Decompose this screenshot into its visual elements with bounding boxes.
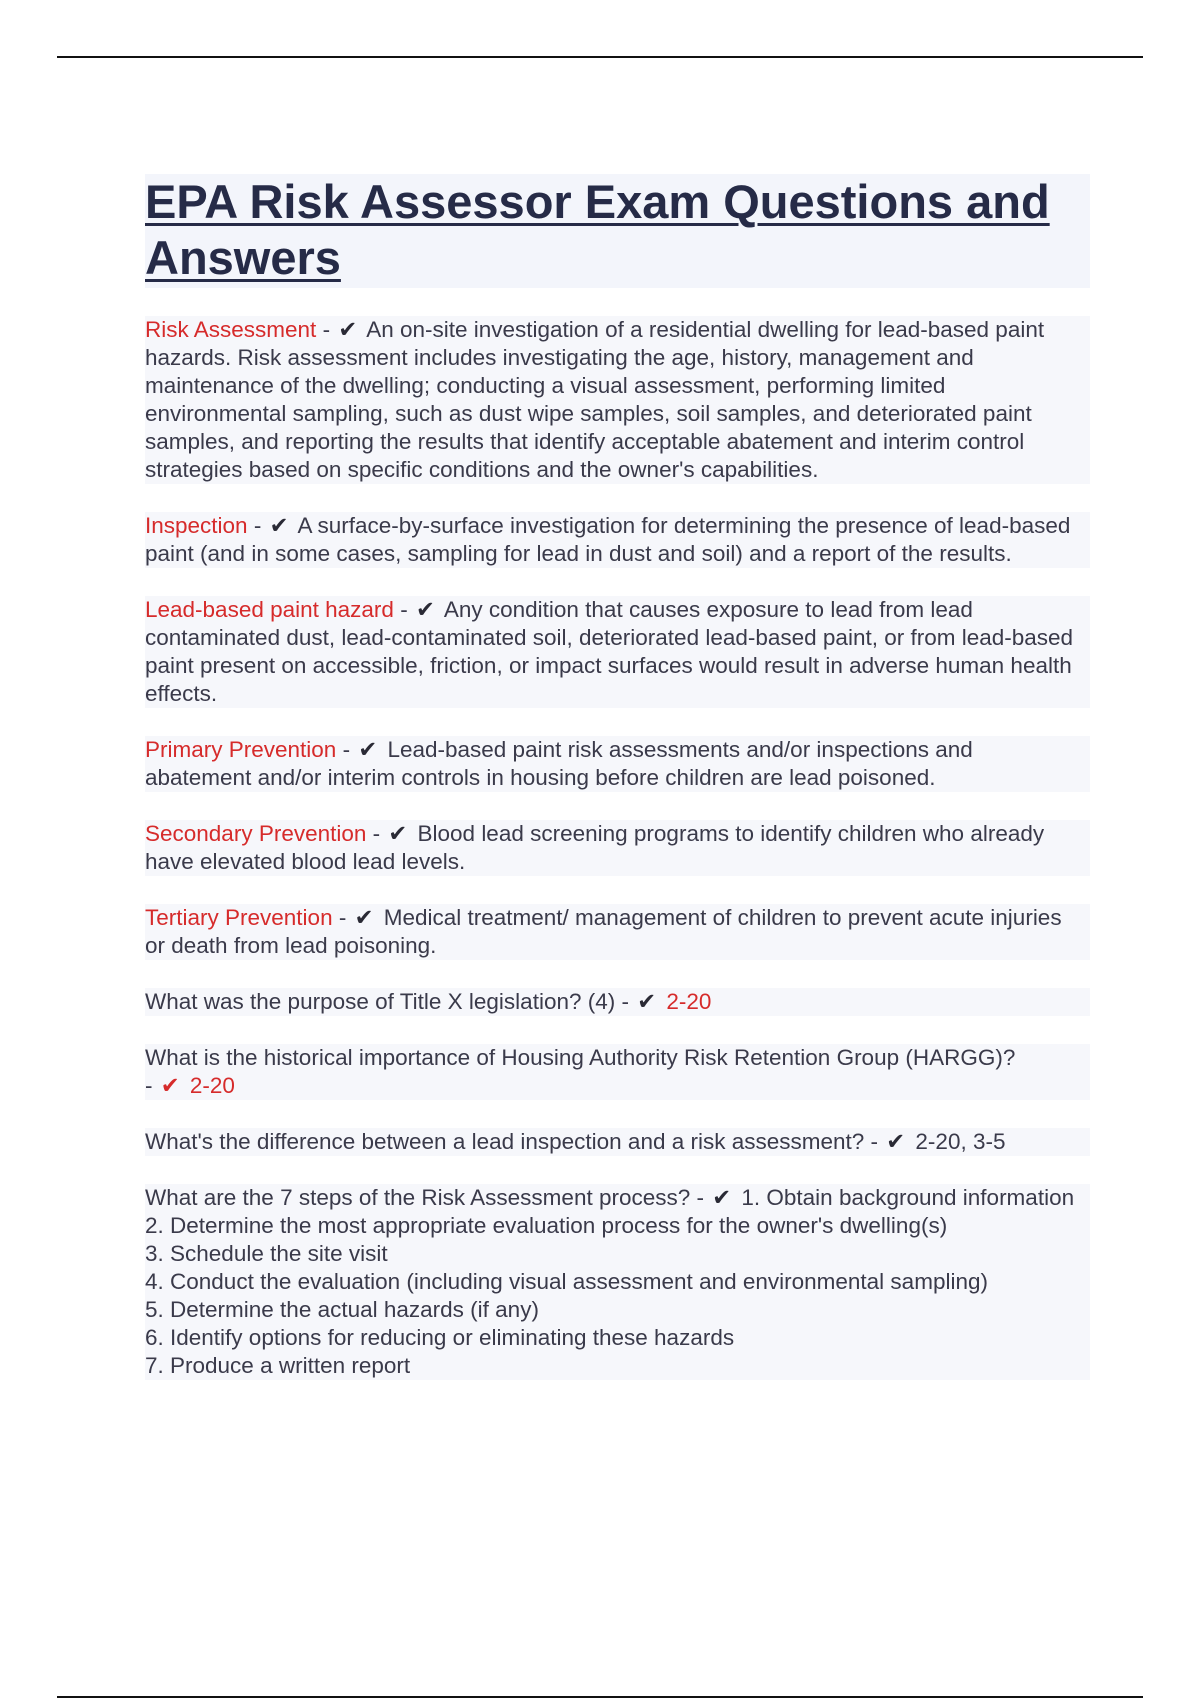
step-item: 2. Determine the most appropriate evaluation process for the owner's dwelling(s) xyxy=(145,1213,948,1238)
question-text: What are the 7 steps of the Risk Assessment process? xyxy=(145,1185,691,1210)
entry-lead-based-paint-hazard xyxy=(145,596,1090,708)
checkmark-icon: ✔ xyxy=(712,1185,732,1210)
document-body xyxy=(145,174,1090,1408)
checkmark-icon: ✔ xyxy=(354,905,374,930)
question-answer: 2-20, 3-5 xyxy=(915,1129,1006,1154)
entry-term: Risk Assessment xyxy=(145,317,317,342)
entry-definition: An on-site investigation of a residential dwelling for lead-based paint hazards. Risk assessment includes investigating the age, history, management and maintenance of the dwelling; conducting a visual assessment, performing limited environmental sampling, such as dust wipe samples, soil samples, and deteriorated paint samples, and reporting the results that identify acceptable abatement and interim control strategies based on specific conditions and the owner's capabilities. xyxy=(145,317,1045,482)
bottom-rule xyxy=(57,1696,1143,1698)
entry-separator: - xyxy=(366,821,387,846)
entry-separator: - xyxy=(336,737,357,762)
entry-separator: - xyxy=(393,597,414,622)
question-seven-steps xyxy=(145,1184,1090,1380)
step-item: 7. Produce a written report xyxy=(145,1353,411,1378)
question-separator: - xyxy=(145,1073,159,1098)
step-item: 3. Schedule the site visit xyxy=(145,1241,388,1266)
checkmark-icon: ✔ xyxy=(415,597,435,622)
entry-term: Lead-based paint hazard xyxy=(145,597,394,622)
checkmark-icon: ✔ xyxy=(388,821,408,846)
question-answer: 2-20 xyxy=(666,989,712,1014)
steps-list xyxy=(145,1212,1084,1380)
entry-definition: Lead-based paint risk assessments and/or inspections and abatement and/or interim controls in housing before children are lead poisoned. xyxy=(145,737,973,790)
title-block xyxy=(145,174,1090,288)
entry-separator: - xyxy=(332,905,353,930)
question-inspection-vs-assessment xyxy=(145,1128,1090,1156)
entry-definition: A surface-by-surface investigation for determining the presence of lead-based paint (and in some cases, sampling for lead in dust and soil) and a report of the results. xyxy=(145,513,1071,566)
entry-tertiary-prevention xyxy=(145,904,1090,960)
entry-definition: Blood lead screening programs to identify children who already have elevated blood lead levels. xyxy=(145,821,1045,874)
document-title: EPA Risk Assessor Exam Questions and Answers xyxy=(145,175,1050,284)
question-separator: - xyxy=(864,1129,885,1154)
checkmark-icon: ✔ xyxy=(269,513,289,538)
entry-risk-assessment xyxy=(145,316,1090,484)
entry-term: Inspection xyxy=(145,513,248,538)
entry-primary-prevention xyxy=(145,736,1090,792)
entry-definition: Medical treatment/ management of children to prevent acute injuries or death from lead poisoning. xyxy=(145,905,1062,958)
checkmark-icon: ✔ xyxy=(637,989,657,1014)
checkmark-icon: ✔ xyxy=(358,737,378,762)
question-answer: 2-20 xyxy=(189,1073,235,1098)
question-title-x xyxy=(145,988,1090,1016)
entry-separator: - xyxy=(247,513,268,538)
entry-term: Secondary Prevention xyxy=(145,821,367,846)
step-item: 6. Identify options for reducing or eliminating these hazards xyxy=(145,1325,735,1350)
checkmark-icon: ✔ xyxy=(886,1129,906,1154)
entry-definition: Any condition that causes exposure to lead from lead contaminated dust, lead-contaminated soil, deteriorated lead-based paint, or from lead-based paint present on accessible, friction, or impact surfaces would result in adverse human health effects. xyxy=(145,597,1074,706)
step-item: 5. Determine the actual hazards (if any) xyxy=(145,1297,539,1322)
entry-inspection xyxy=(145,512,1090,568)
question-text: What's the difference between a lead inspection and a risk assessment? xyxy=(145,1129,865,1154)
entry-separator: - xyxy=(316,317,337,342)
checkmark-icon: ✔ xyxy=(160,1073,180,1098)
question-text: What was the purpose of Title X legislation? (4) xyxy=(145,989,616,1014)
entry-term: Primary Prevention xyxy=(145,737,337,762)
question-separator: - xyxy=(690,1185,711,1210)
entry-secondary-prevention xyxy=(145,820,1090,876)
question-hargg xyxy=(145,1044,1090,1100)
step-item: 4. Conduct the evaluation (including visual assessment and environmental sampling) xyxy=(145,1269,988,1294)
entry-term: Tertiary Prevention xyxy=(145,905,333,930)
checkmark-icon: ✔ xyxy=(338,317,358,342)
top-rule xyxy=(57,56,1143,58)
question-separator: - xyxy=(615,989,636,1014)
question-text: What is the historical importance of Housing Authority Risk Retention Group (HARGG)? xyxy=(145,1045,1016,1070)
step-item: 1. Obtain background information xyxy=(741,1185,1075,1210)
